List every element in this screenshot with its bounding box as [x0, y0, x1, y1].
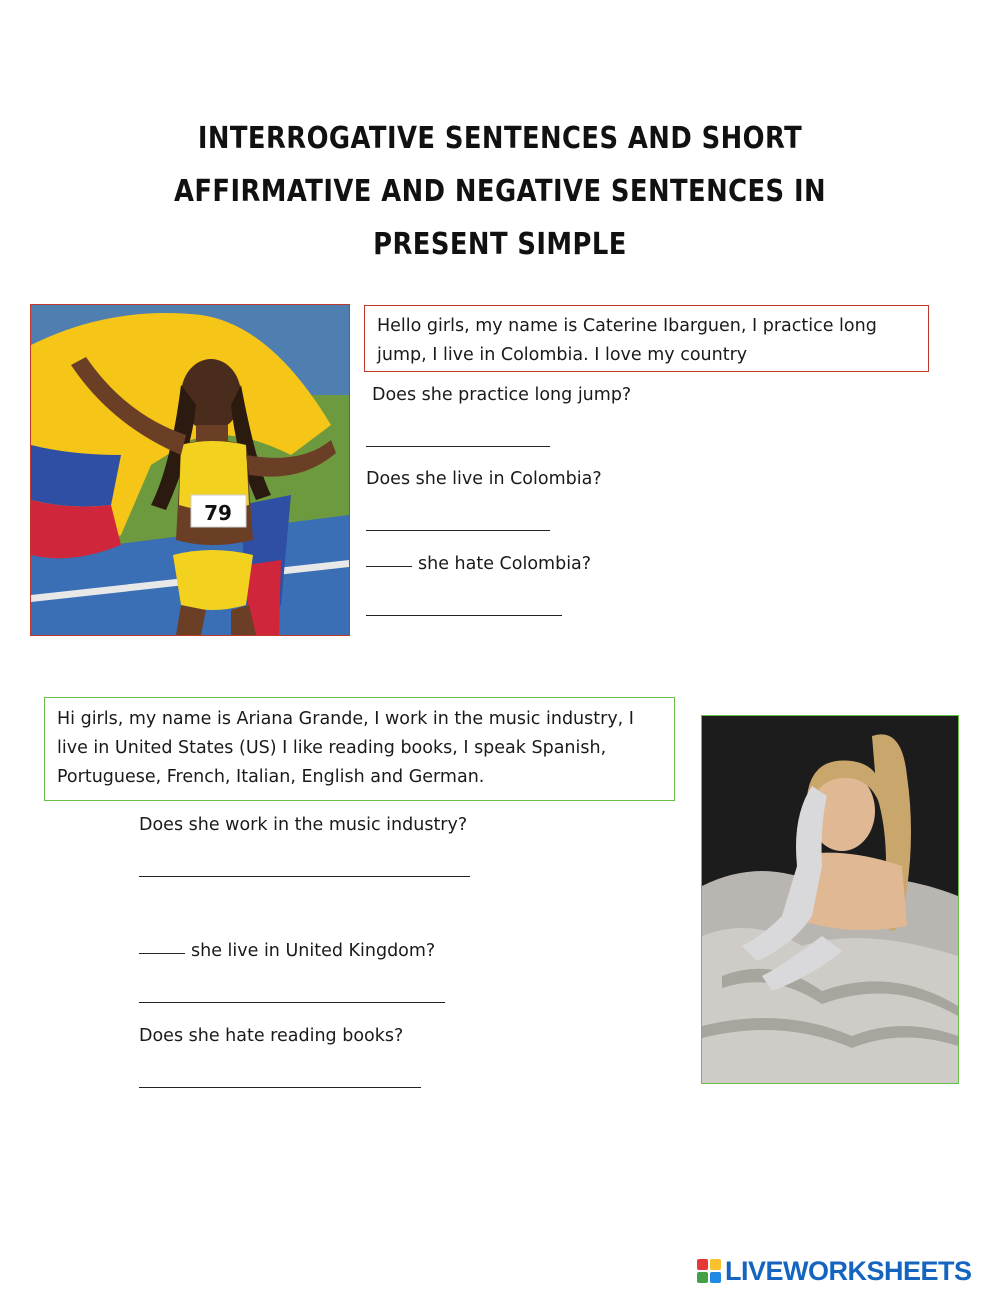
answer-line-1-2[interactable]: [366, 530, 550, 531]
answer-line-2-1[interactable]: [139, 876, 470, 877]
question-1-3-text: she hate Colombia?: [418, 554, 592, 574]
intro-caterine: [364, 305, 929, 372]
title-line-2: AFFIRMATIVE AND NEGATIVE SENTENCES IN: [173, 174, 827, 209]
intro-ariana-line-1: Hi girls, my name is Ariana Grande, I work in the music industry, I: [57, 709, 634, 729]
singer-photo: [701, 715, 959, 1084]
question-2-2: [139, 940, 435, 962]
page-title: [156, 112, 844, 271]
athlete-bib-number: 79: [204, 501, 232, 525]
answer-line-2-2[interactable]: [139, 1002, 445, 1003]
answer-line-1-1[interactable]: [366, 446, 550, 447]
fill-blank-2-2[interactable]: [139, 953, 185, 954]
question-2-1: Does she work in the music industry?: [139, 815, 468, 835]
athlete-photo: [30, 304, 350, 636]
intro-caterine-line-1: Hello girls, my name is Caterine Ibarguen, I practice long: [377, 316, 877, 336]
intro-ariana: [44, 697, 675, 801]
liveworksheets-logo-text: LIVEWORKSHEETS: [725, 1255, 972, 1286]
fill-blank-1-3[interactable]: [366, 566, 412, 567]
answer-line-2-3[interactable]: [139, 1087, 421, 1088]
title-line-3: PRESENT SIMPLE: [373, 227, 627, 262]
question-1-1: Does she practice long jump?: [372, 385, 632, 405]
intro-caterine-line-2: jump, I live in Colombia. I love my country: [377, 345, 748, 365]
question-1-2: Does she live in Colombia?: [366, 469, 602, 489]
liveworksheets-logo-icon: [697, 1259, 721, 1283]
title-line-1: INTERROGATIVE SENTENCES AND SHORT: [197, 121, 803, 156]
intro-ariana-line-3: Portuguese, French, Italian, English and German.: [57, 767, 485, 787]
question-2-2-text: she live in United Kingdom?: [191, 941, 436, 961]
liveworksheets-logo: [697, 1255, 972, 1287]
question-1-3: [366, 553, 591, 575]
question-2-3: Does she hate reading books?: [139, 1026, 404, 1046]
answer-line-1-3[interactable]: [366, 615, 562, 616]
intro-ariana-line-2: live in United States (US) I like reading books, I speak Spanish,: [57, 738, 607, 758]
